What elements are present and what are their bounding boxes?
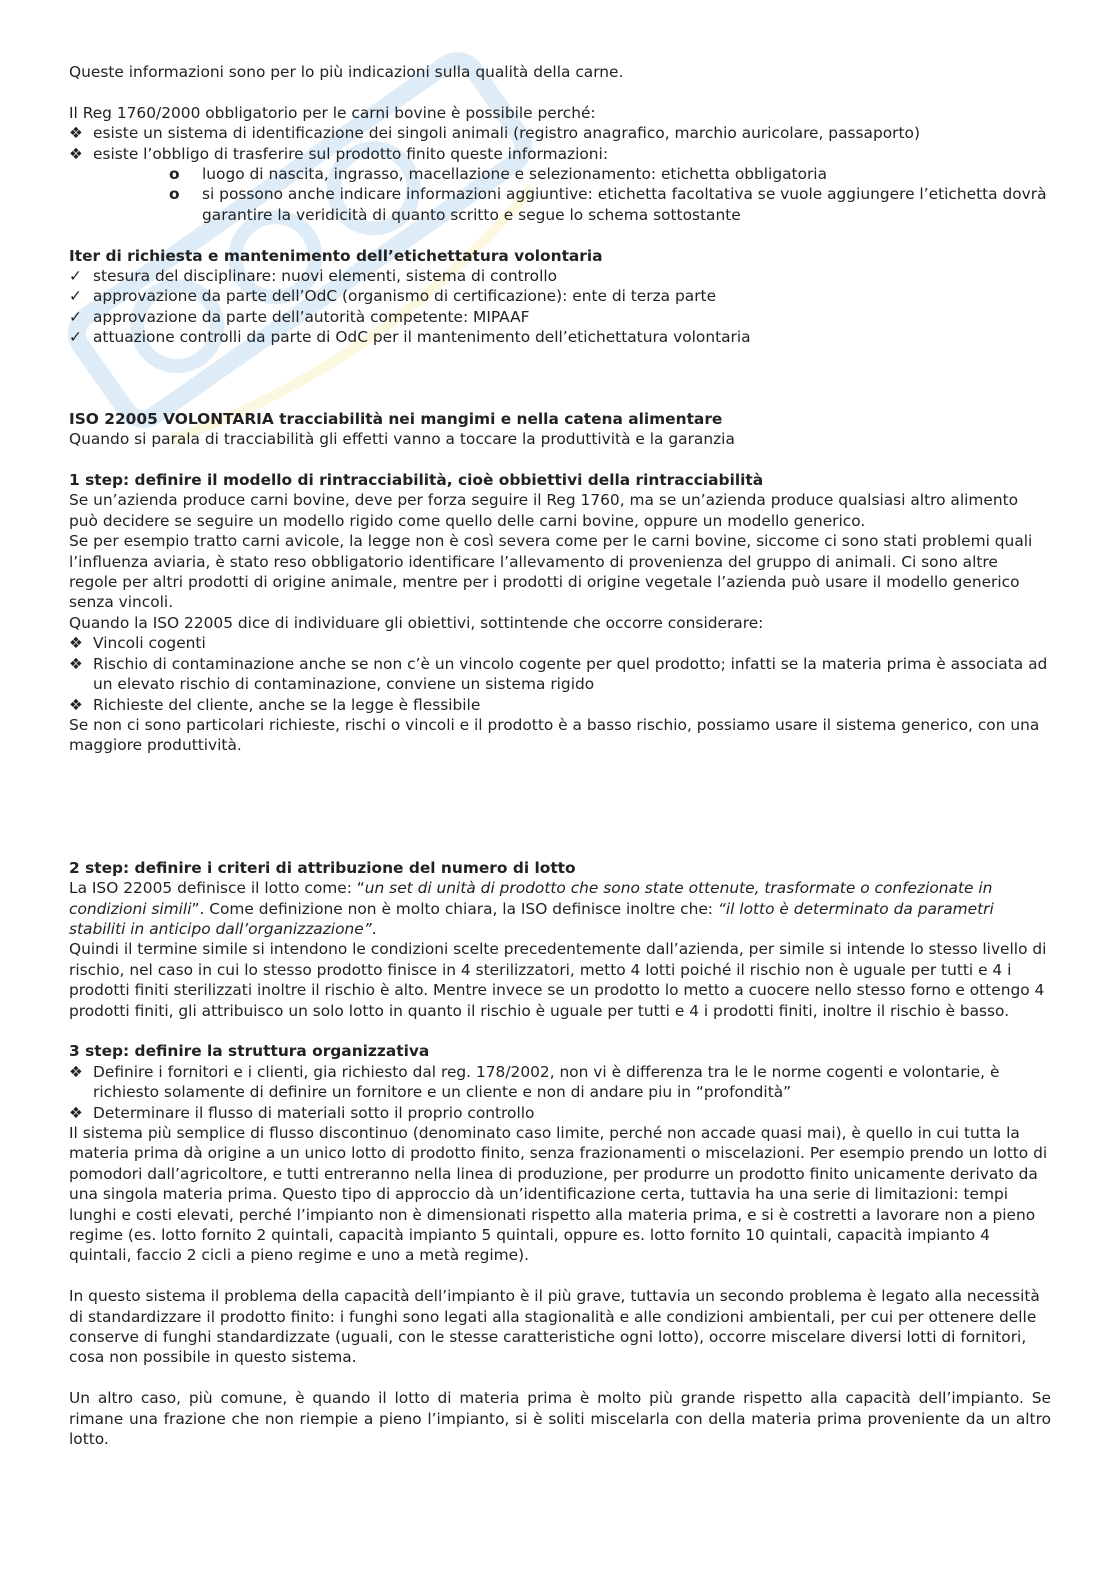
document-content bbox=[69, 62, 1051, 1449]
diamond-bullet-icon: ❖ bbox=[69, 144, 83, 163]
step3-paragraph: In questo sistema il problema della capacità dell’impianto è il più grave, tuttavia un secondo problema è legato alla necessità di standardizzare il prodotto finito: i funghi sono legati alla stagionalità e alle condizioni ambientali, per cui per ottenere delle conserve di funghi standardizzate (uguali, con le stesse caratteristiche ogni lotto), occorre miscelare diversi lotti di fornitori, cosa non possibile in questo sistema. bbox=[69, 1287, 1040, 1367]
step1-paragraph: Se non ci sono particolari richieste, rischi o vincoli e il prodotto è a basso rischio, possiamo usare il sistema generico, con una maggiore produttività. bbox=[69, 715, 1040, 755]
iso-text: Quando si parala di tracciabilità gli effetti vanno a toccare la produttività e la garanzia bbox=[69, 430, 735, 449]
step3-paragraph: Il sistema più semplice di flusso discontinuo (denominato caso limite, perché non accade quasi mai), è quello in cui tutta la materia prima dà origine a un unico lotto di prodotto finito, senza frazionamenti o miscelazioni. Per esempio prendo un lotto di pomodori dall’agricoltore, e tutti entreranno nella linea di produzione, per produrre un prodotto finito unicamente derivato da una singola materia prima. Questo tipo di approccio dà un’identificazione certa, tuttavia ha una serie di limitazioni: tempi lunghi e costi elevati, perché l’impianto non è dimensionati rispetto alla materia prima, e si è costretti a lavorare non a pieno regime (es. lotto fornito 2 quintali, capacità impianto 5 quintali, oppure es. lotto fornito 10 quintali, capacità impianto 4 quintali, faccio 2 cicli a pieno regime e uno a metà regime). bbox=[69, 1124, 1048, 1265]
circle-bullet-icon: o bbox=[169, 185, 180, 204]
intro-subbullet: o luogo di nascita, ingrasso, macellazione e selezionamento: etichetta obbligatoria bbox=[169, 165, 828, 184]
diamond-bullet-icon: ❖ bbox=[69, 695, 83, 714]
iter-item: ✓ approvazione da parte dell’autorità competente: MIPAAF bbox=[69, 307, 530, 326]
diamond-bullet-icon: ❖ bbox=[69, 1062, 83, 1081]
step1-heading: 1 step: definire il modello di rintracciabilità, cioè obbiettivi della rintracciabilità bbox=[69, 471, 764, 490]
iter-item: ✓ approvazione da parte dell’OdC (organismo di certificazione): ente di terza parte bbox=[69, 287, 717, 306]
step3-paragraph: Un altro caso, più comune, è quando il lotto di materia prima è molto più grande rispetto alla capacità dell’impianto. Se rimane una frazione che non riempie a pieno l’impianto, si è soliti miscelarla con della materia prima proveniente da un altro lotto. bbox=[69, 1389, 1051, 1449]
diamond-bullet-icon: ❖ bbox=[69, 634, 83, 653]
check-icon: ✓ bbox=[69, 307, 82, 326]
step2-definition: La ISO 22005 definisce il lotto come: “un set di unità di prodotto che sono state ottenute, trasformate o confezionate in condizioni simili”. Come definizione non è molto chiara, la ISO definisce inoltre che: “il lotto è determinato da parametri stabiliti in anticipo dall’organizzazione”. bbox=[69, 879, 994, 938]
step2-heading: 2 step: definire i criteri di attribuzione del numero di lotto bbox=[69, 858, 576, 877]
step1-bullet: ❖ Vincoli cogenti bbox=[69, 634, 206, 653]
step1-bullet: ❖ Richieste del cliente, anche se la legge è flessibile bbox=[69, 695, 481, 714]
reg-intro: Il Reg 1760/2000 obbligatorio per le carni bovine è possibile perché: bbox=[69, 103, 596, 122]
diamond-bullet-icon: ❖ bbox=[69, 124, 83, 143]
step1-paragraph: Se per esempio tratto carni avicole, la legge non è così severa come per le carni bovine, siccome ci sono stati problemi quali l’influenza aviaria, è stato reso obbligatorio identificare l’allevamento di provenienza del gruppo di animali. Ci sono altre regole per altri prodotti di origine animale, mentre per i prodotti di origine vegetale l’azienda può usare il modello generico senza vincoli. bbox=[69, 532, 1033, 612]
intro-line: Queste informazioni sono per lo più indicazioni sulla qualità della carne. bbox=[69, 63, 624, 81]
step3-bullet: ❖ Definire i fornitori e i clienti, gia richiesto dal reg. 178/2002, non vi è differenza tra le le norme cogenti e volontarie, è richiesto solamente di definire un fornitore e un cliente e non di andare piu in “profondità” bbox=[69, 1062, 1000, 1102]
check-icon: ✓ bbox=[69, 267, 82, 286]
step2-paragraph: Quindi il termine simile si intendono le condizioni scelte precedentemente dall’azienda, per simile si intende lo stesso livello di rischio, nel caso in cui lo stesso prodotto finisce in 4 sterilizzatori, metto 4 lotti poiché il rischio non è uguale per tutti e 4 i prodotti finiti sterilizzati inoltre il rischio è alto. Mentre invece se un prodotto lo metto a cuocere nello stesso forno e ottengo 4 prodotti finiti, gli attribuisco un solo lotto in quanto il rischio è uguale per tutti e 4 i prodotti finiti, inoltre il rischio è basso. bbox=[69, 940, 1047, 1020]
intro-subbullet: o si possono anche indicare informazioni aggiuntive: etichetta facoltativa se vuole aggiungere l’etichetta dovrà garantire la veridicità di quanto scritto e segue lo schema sottostante bbox=[169, 185, 1047, 224]
iso-heading: ISO 22005 VOLONTARIA tracciabilità nei mangimi e nella catena alimentare bbox=[69, 409, 723, 428]
intro-bullet: ❖ esiste un sistema di identificazione dei singoli animali (registro anagrafico, marchio auricolare, passaporto) bbox=[69, 124, 920, 143]
iter-item: ✓ attuazione controlli da parte di OdC per il mantenimento dell’etichettatura volontaria bbox=[69, 328, 751, 347]
step1-paragraph: Quando la ISO 22005 dice di individuare gli obiettivi, sottintende che occorre considerare: bbox=[69, 613, 764, 632]
diamond-bullet-icon: ❖ bbox=[69, 654, 83, 673]
step3-heading: 3 step: definire la struttura organizzativa bbox=[69, 1042, 430, 1061]
check-icon: ✓ bbox=[69, 328, 82, 347]
step3-bullet: ❖ Determinare il flusso di materiali sotto il proprio controllo bbox=[69, 1103, 535, 1122]
intro-bullet: ❖ esiste l’obbligo di trasferire sul prodotto finito queste informazioni: bbox=[69, 144, 609, 163]
iter-item: ✓ stesura del disciplinare: nuovi elementi, sistema di controllo bbox=[69, 267, 558, 286]
diamond-bullet-icon: ❖ bbox=[69, 1103, 83, 1122]
iter-heading: Iter di richiesta e mantenimento dell’etichettatura volontaria bbox=[69, 246, 603, 265]
step1-paragraph: Se un’azienda produce carni bovine, deve per forza seguire il Reg 1760, ma se un’azienda produce qualsiasi altro alimento può decidere se seguire un modello rigido come quello delle carni bovine, oppure un modello generico. bbox=[69, 491, 1019, 530]
step1-bullet: ❖ Rischio di contaminazione anche se non c’è un vincolo cogente per quel prodotto; infatti se la materia prima è associata ad un elevato rischio di contaminazione, conviene un sistema rigido bbox=[69, 654, 1048, 694]
circle-bullet-icon: o bbox=[169, 165, 180, 184]
check-icon: ✓ bbox=[69, 287, 82, 306]
